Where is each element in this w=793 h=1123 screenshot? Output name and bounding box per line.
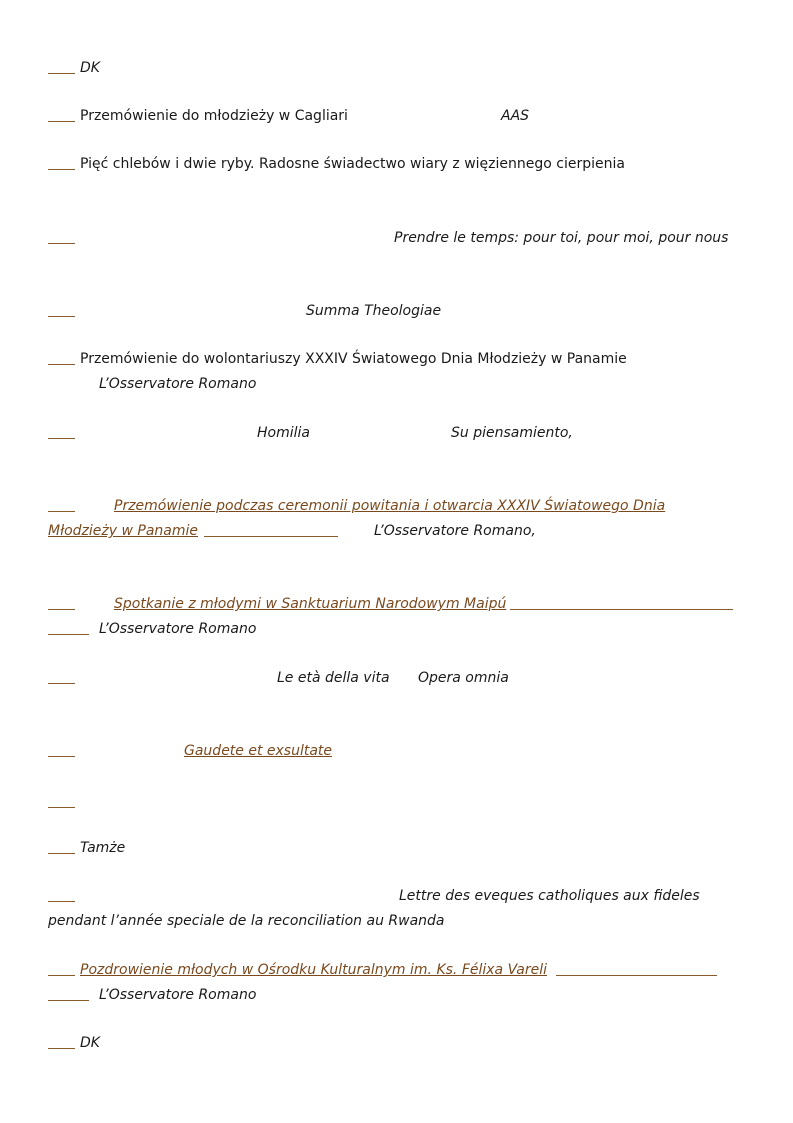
source-link[interactable]: Spotkanie z młodymi w Sanktuarium Narodowym Maipú: [114, 596, 507, 612]
footnote-16: [0, 1033, 793, 1053]
footnote-8-cont: [0, 521, 793, 541]
footnote-2: [0, 106, 793, 126]
footnote-11: [0, 741, 793, 761]
note-text: Homilia: [257, 425, 310, 441]
note-text: Pięć chlebów i dwie ryby. Radosne świadectwo wiary z więziennego cierpienia: [80, 156, 625, 172]
document-title: Lettre des eveques catholiques aux fideles: [399, 888, 700, 904]
note-text: DK: [80, 60, 100, 76]
source-link[interactable]: Gaudete et exsultate: [184, 743, 333, 759]
note-number-blank: [48, 364, 75, 365]
note-number-blank: [48, 73, 75, 74]
note-number-blank: [48, 609, 75, 610]
note-number-blank: [48, 438, 75, 439]
note-text: DK: [80, 1035, 100, 1051]
note-number-blank: [48, 756, 75, 757]
note-number-blank: [48, 316, 75, 317]
note-number-blank: [48, 1048, 75, 1049]
link-underline: [204, 536, 338, 537]
footnote-9-cont: [0, 619, 793, 639]
note-number-blank: [48, 683, 75, 684]
footnote-10: [0, 668, 793, 688]
footnote-8: [0, 496, 793, 516]
source-link[interactable]: Przemówienie podczas ceremonii powitania i otwarcia XXXIV Światowego Dnia: [114, 498, 666, 514]
book-title: Su piensamiento,: [451, 425, 573, 441]
footnote-7: [0, 423, 793, 443]
source-link-cont[interactable]: Młodzieży w Panamie: [48, 523, 199, 539]
note-number-blank: [48, 975, 75, 976]
journal-title: L’Osservatore Romano: [99, 987, 257, 1003]
note-number-blank: [48, 169, 75, 170]
journal-abbrev: AAS: [501, 108, 530, 124]
footnote-15-cont: [0, 985, 793, 1005]
source-link[interactable]: Pozdrowienie młodych w Ośrodku Kulturalnym im. Ks. Félixa Vareli: [80, 962, 547, 978]
note-text: Przemówienie do młodzieży w Cagliari: [80, 108, 348, 124]
footnote-9: [0, 594, 793, 614]
footnote-14: [0, 886, 793, 906]
book-title: Prendre le temps: pour toi, pour moi, pour nous: [394, 230, 729, 246]
note-number-blank: [48, 807, 75, 808]
footnote-6-cont: [0, 374, 793, 394]
blank-line: [48, 634, 89, 635]
note-number-blank: [48, 901, 75, 902]
journal-title: L’Osservatore Romano: [99, 621, 257, 637]
series-title: Opera omnia: [418, 670, 509, 686]
note-text: Tamże: [80, 840, 126, 856]
journal-title: L’Osservatore Romano,: [374, 523, 536, 539]
link-underline: [556, 975, 717, 976]
footnote-1: [0, 58, 793, 78]
journal-title: L’Osservatore Romano: [99, 376, 257, 392]
footnote-3: [0, 154, 793, 174]
footnote-4: [0, 228, 793, 248]
book-title: Le età della vita: [277, 670, 390, 686]
document-title-cont: pendant l’année speciale de la reconciliation au Rwanda: [48, 913, 445, 929]
note-number-blank: [48, 511, 75, 512]
note-number-blank: [48, 121, 75, 122]
footnote-5: [0, 301, 793, 321]
blank-line: [48, 1000, 89, 1001]
note-text: Przemówienie do wolontariuszy XXXIV Światowego Dnia Młodzieży w Panamie: [80, 351, 627, 367]
footnote-13: [0, 838, 793, 858]
note-number-blank: [48, 853, 75, 854]
book-title: Summa Theologiae: [306, 303, 442, 319]
note-number-blank: [48, 243, 75, 244]
footnote-15: [0, 960, 793, 980]
link-underline: [510, 609, 733, 610]
footnote-6: [0, 349, 793, 369]
footnote-14-cont: [0, 911, 793, 931]
footnote-12: [0, 792, 793, 812]
